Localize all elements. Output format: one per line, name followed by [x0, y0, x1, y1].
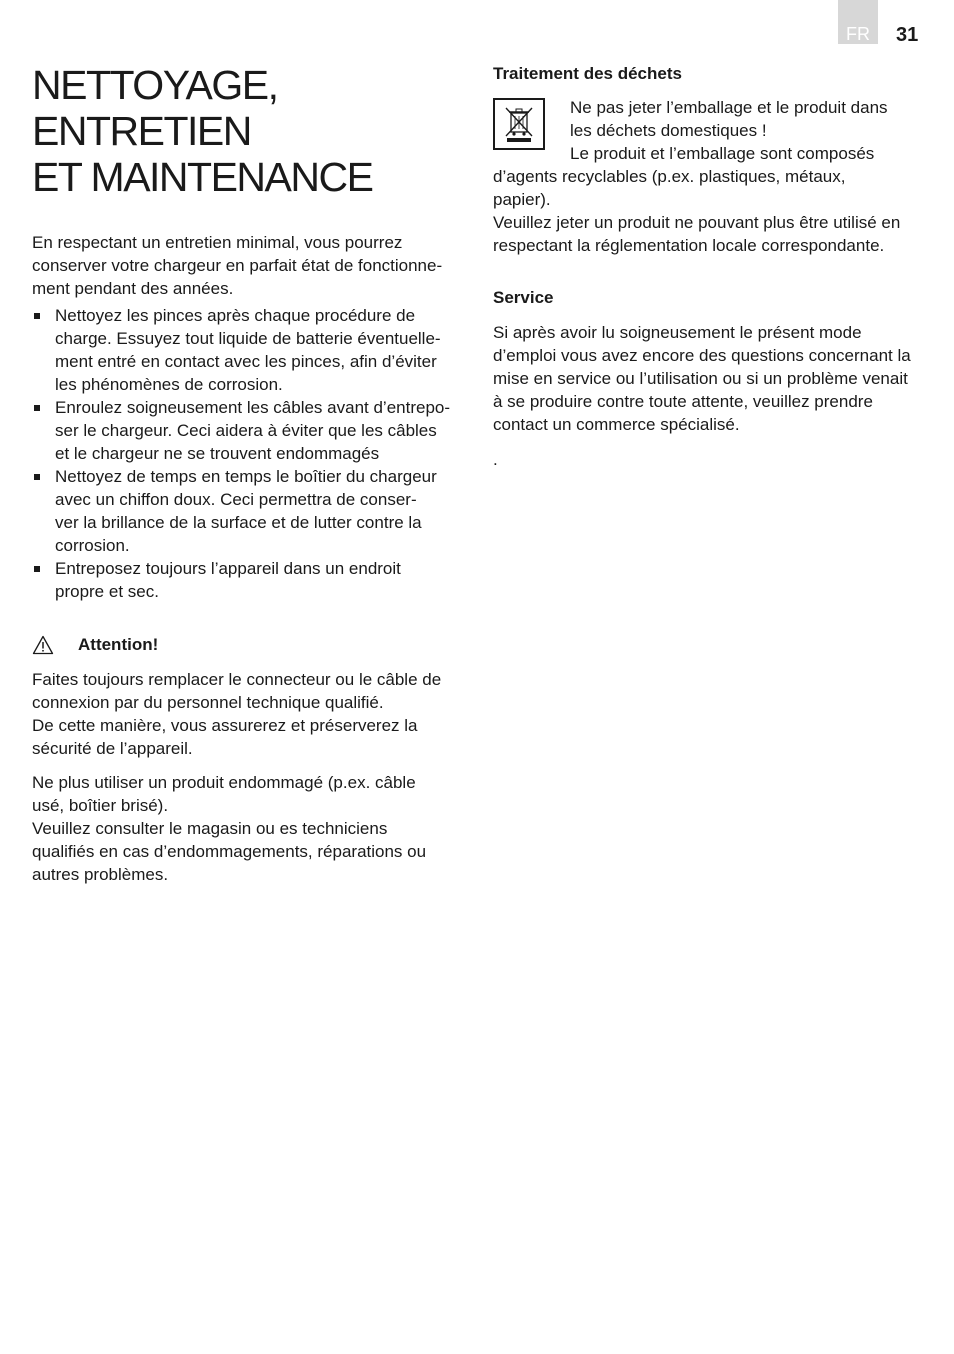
text-line: sécurité de l’appareil. [32, 739, 193, 758]
list-item [32, 396, 460, 465]
text-line: autres problèmes. [32, 865, 169, 884]
text-line: charge. Essuyez tout liquide de batterie éventuelle- [55, 329, 441, 348]
list-item [32, 557, 460, 603]
service-paragraph [493, 321, 923, 436]
text-line: ment entré en contact avec les pinces, afin d’éviter [55, 352, 437, 371]
service-title: Service [493, 288, 554, 307]
text-line: ser le chargeur. Ceci aidera à éviter que les câbles [55, 421, 437, 440]
text-line: d’emploi vous avez encore des questions concernant la [493, 346, 911, 365]
page-number: 31 [896, 24, 919, 46]
waste-indented-text [493, 96, 923, 165]
text-line: propre et sec. [55, 582, 159, 601]
text-line: connexion par du personnel technique qualifié. [32, 693, 384, 712]
text-line: De cette manière, vous assurerez et préserverez la [32, 716, 418, 735]
page-title [32, 62, 460, 200]
text-line: Enroulez soigneusement les câbles avant d’entrepo- [55, 398, 451, 417]
text-line: Si après avoir lu soigneusement le présent mode [493, 323, 862, 342]
text-line: papier). [493, 190, 551, 209]
text-line: et le chargeur ne se trouvent endommagés [55, 444, 380, 463]
left-column [32, 62, 460, 886]
text-line: mise en service ou l’utilisation ou si un problème venait [493, 369, 908, 388]
attention-title: Attention! [78, 635, 159, 654]
attention-heading [32, 633, 460, 656]
text-line: corrosion. [55, 536, 130, 555]
language-tab [838, 0, 878, 44]
text-line: usé, boîtier brisé). [32, 796, 169, 815]
text-line: Nettoyez de temps en temps le boîtier du chargeur [55, 467, 437, 486]
text-line: Faites toujours remplacer le connecteur ou le câble de [32, 670, 442, 689]
trailing-dot: . [493, 450, 498, 469]
text-line: les déchets domestiques ! [570, 121, 767, 140]
list-item [32, 465, 460, 557]
text-line: Ne pas jeter l’emballage et le produit dans [570, 98, 888, 117]
text-line: Veuillez consulter le magasin ou es techniciens [32, 819, 388, 838]
text-line: Nettoyez les pinces après chaque procédure de [55, 306, 416, 325]
intro-paragraph [32, 231, 460, 300]
text-line: contact un commerce spécialisé. [493, 415, 740, 434]
language-label: FR [846, 24, 870, 44]
text-line: En respectant un entretien minimal, vous pourrez [32, 233, 403, 252]
text-line: ver la brillance de la surface et de lutter contre la [55, 513, 422, 532]
damage-paragraph [32, 771, 460, 886]
warning-triangle-icon [32, 635, 54, 655]
waste-text [493, 165, 923, 257]
maintenance-list [32, 304, 460, 603]
text-line: ment pendant des années. [32, 279, 234, 298]
text-line: Veuillez jeter un produit ne pouvant plus être utilisé en [493, 213, 901, 232]
text-line: Le produit et l’emballage sont composés [570, 144, 875, 163]
crossed-bin-icon [493, 98, 545, 150]
text-line: respectant la réglementation locale correspondante. [493, 236, 885, 255]
text-line: conserver votre chargeur en parfait état de fonctionne- [32, 256, 443, 275]
crossed-bin-symbol [501, 104, 537, 144]
list-item [32, 304, 460, 396]
text-line: avec un chiffon doux. Ceci permettra de conser- [55, 490, 417, 509]
text-line: les phénomènes de corrosion. [55, 375, 283, 394]
title-line: ET MAINTENANCE [32, 154, 373, 200]
waste-section [493, 96, 923, 257]
text-line: à se produire contre toute attente, veuillez prendre [493, 392, 873, 411]
waste-title: Traitement des déchets [493, 64, 682, 83]
text-line: Ne plus utiliser un produit endommagé (p.ex. câble [32, 773, 416, 792]
title-line: NETTOYAGE, ENTRETIEN [32, 62, 278, 154]
text-line: Entreposez toujours l’appareil dans un endroit [55, 559, 401, 578]
attention-paragraph [32, 668, 460, 760]
text-line: qualifiés en cas d’endommagements, réparations ou [32, 842, 427, 861]
right-column [493, 62, 923, 471]
text-line: d’agents recyclables (p.ex. plastiques, métaux, [493, 167, 846, 186]
